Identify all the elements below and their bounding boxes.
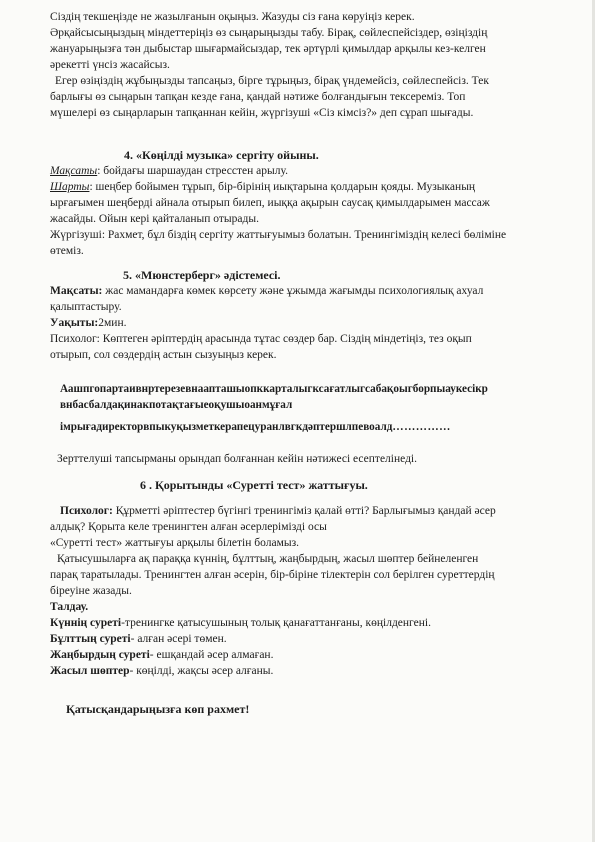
condition-label: Шарты (50, 181, 90, 193)
letter-string-text: імрығадиректорвпыкуқызметкерапецуранлвгкдәптершлпевоалд (60, 421, 393, 433)
analysis-heading: Талдау. (50, 601, 89, 613)
grass-text: - көңілді, жақсы әсер алғаны. (129, 665, 274, 677)
section-6-heading: 6 . Қорытынды «Суретті тест» жаттығуы. (140, 478, 368, 492)
analysis-sun (0, 616, 595, 630)
condition-text: : шеңбер бойымен тұрып, бір-бірінің иықтарына қолдарын қояды. Музыканың (89, 181, 476, 193)
aim-text: : бойдағы шаршаудан стресстен арылу. (97, 165, 288, 177)
section-6-line: алдық? Қорыта келе тренингтен алған әсерлерімізді осы (50, 521, 327, 533)
time-label: Уақыты: (50, 317, 99, 329)
intro-line: Сіздің текшеңізде не жазылғанын оқыңыз. Жазуды сіз ғана көруіңіз керек. (50, 11, 415, 23)
sun-text: -тренингке қатысушының толық қанағаттанғаны, көңілденгені. (121, 617, 431, 629)
aim-text: жас мамандарға көмек көрсету және ұжымда жағымды психологиялық ахуал (102, 285, 484, 297)
section-5-heading: 5. «Мюнстерберг» әдістемесі. (123, 268, 281, 282)
section-6-line: парақ таратылады. Тренингтен алған әсерін, бір-біріне тілектерін сол берілген суреттердің (50, 569, 495, 581)
letter-string (0, 420, 595, 434)
rain-label: Жаңбырдың суреті (50, 649, 150, 661)
intro-line: барлығы өз сыңарын тапқан кезде ғана, қандай нәтиже болғандығын тексереміз. Топ (50, 91, 466, 103)
letter-string: внбасбалдақинакпотақтағыеоқушыоанмұғал (60, 399, 293, 411)
section-4-line: Жүргізуші: Рахмет, бұл біздің сергіту жаттығуымыз болатын. Тренингіміздің келесі бөліміне (50, 229, 507, 241)
sun-label: Күннің суреті (50, 617, 122, 629)
section-6-line: «Суретті тест» жаттығуы арқылы білетін боламыз. (50, 537, 299, 549)
section-4-aim (0, 164, 595, 178)
section-6-line: біреуіне жазады. (50, 585, 132, 597)
section-5-line: қалыптастыру. (50, 301, 122, 313)
section-4-condition (0, 180, 595, 194)
section-5-line: Психолог: Көптеген әріптердің арасында тұтас сөздер бар. Сіздің міндетіңіз, тез оқып (50, 333, 472, 345)
dots: …………… (392, 421, 451, 433)
section-4-heading: 4. «Көңілді музыка» сергіту ойыны. (124, 148, 319, 162)
analysis-grass (0, 664, 595, 678)
section-5-aim (0, 284, 595, 298)
section-5-line: отырып, сол сөздердің астын сызуыңыз керек. (50, 349, 277, 361)
section-4-line: ырғағымен шеңберді айнала отырып билеп, иыққа ақырын саусақ қимылдарымен массаж (50, 197, 490, 209)
analysis-rain (0, 648, 595, 662)
section-4-line: өтеміз. (50, 245, 84, 257)
intro-line: мүшелері өз сыңарларын тапқаннан кейін, жүргізуші «Сіз кімсіз?» деп сұрап шығады. (50, 107, 474, 119)
letter-string: Аашпгопартаивнртерезевнаапташыопккарталыгксағатлыгсабақоыгборпыаукесікр (60, 383, 488, 395)
aim-label: Мақсаты (50, 165, 98, 177)
cloud-text: - алған әсері төмен. (130, 633, 227, 645)
section-6-line: Қатысушыларға ақ параққа күннің, бұлттың, жаңбырдың, жасыл шөптер бейнеленген (57, 553, 479, 565)
rain-text: - ешқандай әсер алмаған. (149, 649, 274, 661)
psychologist-text: Құрметті әріптестер бүгінгі тренингіміз қалай өтті? Барлығымыз қандай әсер (112, 505, 496, 517)
intro-line: жануарыңызға тән дыбыстар шығармайсыздар, тек әртүрлі қимылдар арқылы кез-келген (50, 43, 486, 55)
closing-thanks: Қатысқандарыңызға көп рахмет! (66, 702, 250, 716)
grass-label: Жасыл шөптер (50, 665, 130, 677)
intro-line: әрекетті үнсіз жасайсыз. (50, 59, 170, 71)
intro-line: Әрқайсысыңыздың міндеттеріңіз өз сыңарыңызды табу. Бірақ, сөйлеспейсіздер, өзіңіздің (50, 27, 488, 39)
section-4-line: жасайды. Ойын кері қайталанып отырады. (50, 213, 259, 225)
analysis-cloud (0, 632, 595, 646)
section-5-time (0, 316, 595, 330)
aim-label: Мақсаты: (50, 285, 103, 297)
psychologist-label: Психолог: (60, 505, 113, 517)
section-5-after: Зерттелуші тапсырманы орындап болғаннан кейін нәтижесі есептелінеді. (57, 453, 418, 465)
cloud-label: Бұлттың суреті (50, 633, 131, 645)
section-6-psychologist (0, 504, 595, 518)
time-text: 2мин. (98, 317, 127, 329)
intro-line: Егер өзіңіздің жұбыңызды тапсаңыз, бірге тұрыңыз, бірақ үндемейсіз, сөйлеспейсіз. Тек (55, 75, 489, 87)
